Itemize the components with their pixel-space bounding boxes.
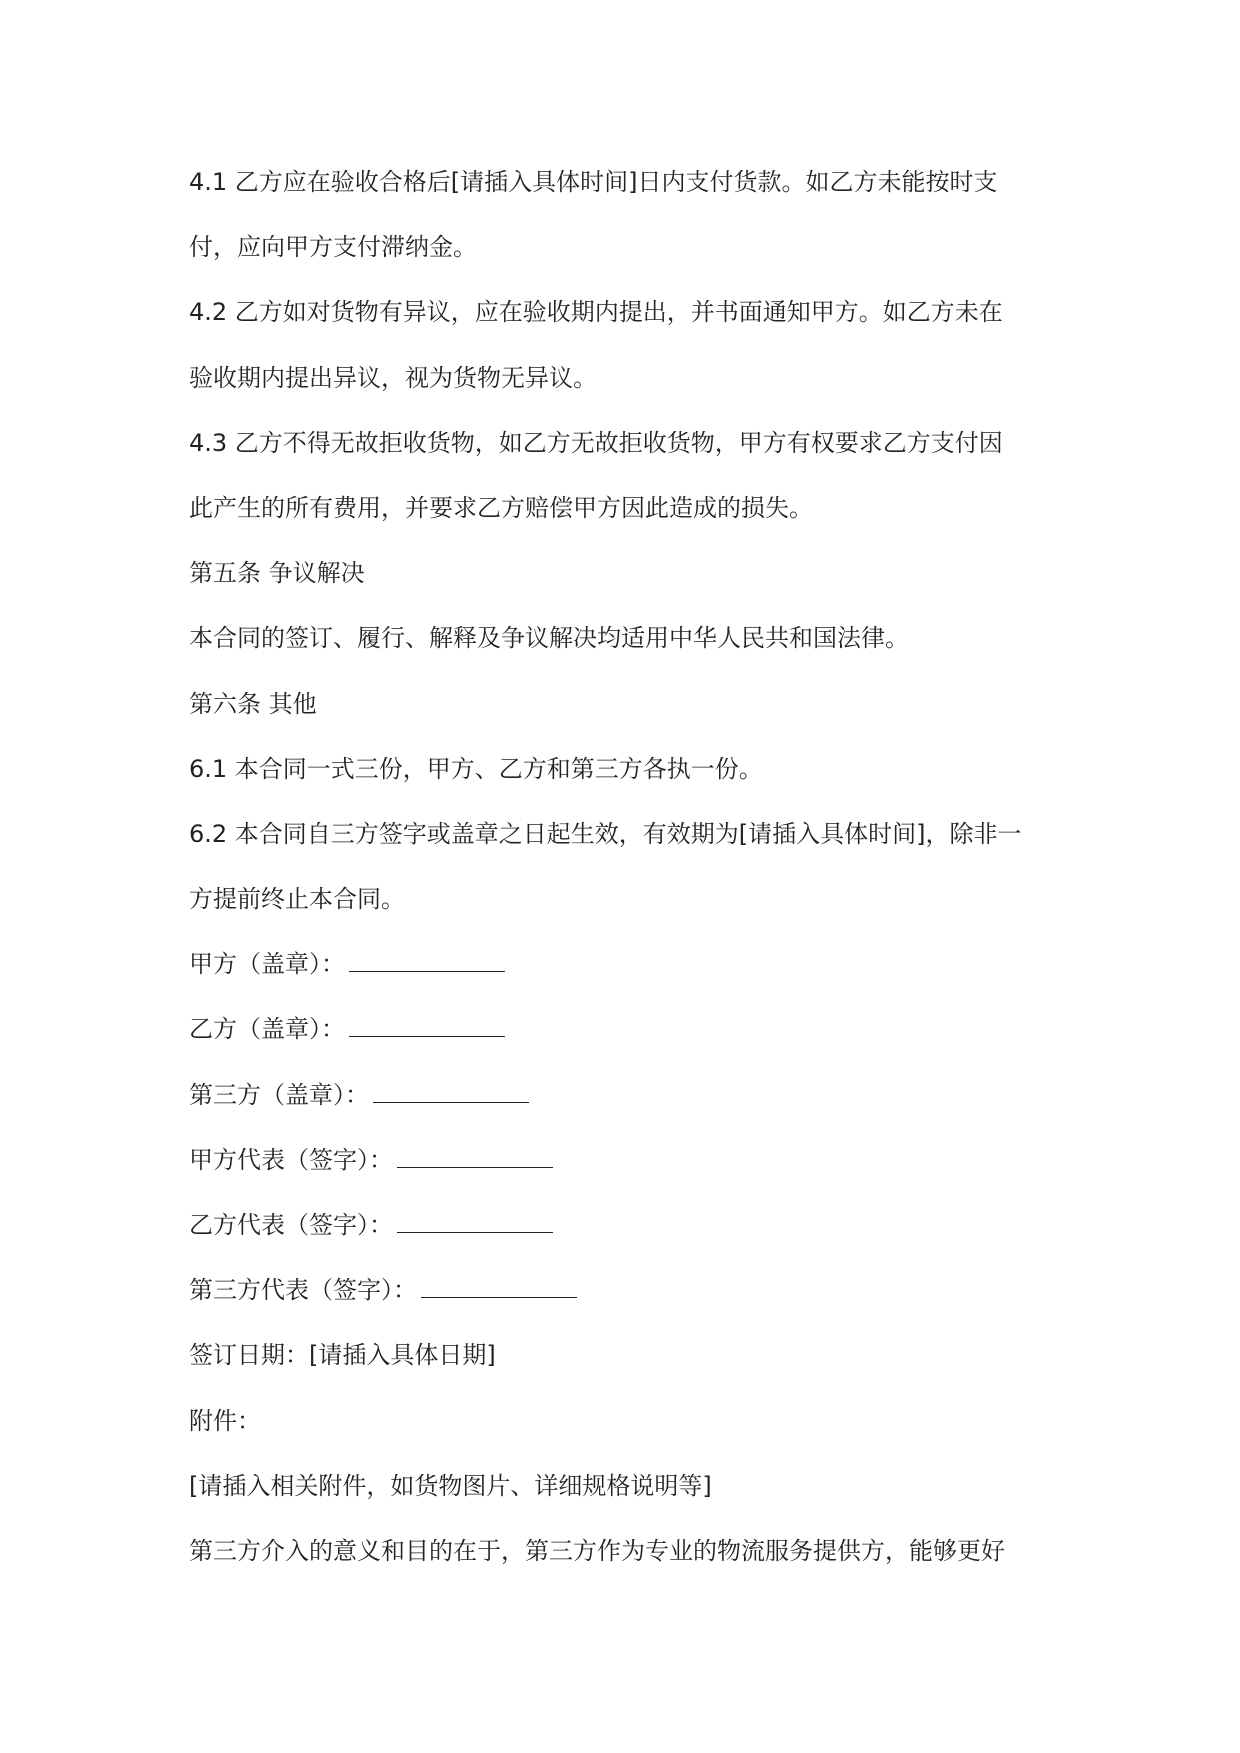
- signature-third-party-representative: [189, 1258, 1069, 1323]
- signature-blank-line[interactable]: [349, 1016, 505, 1037]
- signature-blank-line[interactable]: [373, 1082, 529, 1103]
- signature-label: 甲方代表（签字）：: [189, 1145, 393, 1174]
- article-6-heading: 第六条 其他: [189, 689, 317, 718]
- signature-party-b-seal: [189, 997, 1069, 1062]
- clause-6-2-line-2: 方提前终止本合同。: [189, 885, 405, 914]
- signature-party-b-representative: [189, 1193, 1069, 1258]
- signature-party-a-seal: [189, 932, 1069, 997]
- article-5-heading: 第五条 争议解决: [189, 559, 365, 588]
- signature-blank-line[interactable]: [349, 951, 505, 972]
- signature-label: 乙方（盖章）：: [189, 1015, 345, 1044]
- clause-4-2-line-1: 4.2 乙方如对货物有异议，应在验收期内提出，并书面通知甲方。如乙方未在: [189, 298, 1003, 327]
- closing-paragraph-line: 第三方介入的意义和目的在于，第三方作为专业的物流服务提供方，能够更好: [189, 1536, 1005, 1565]
- attachment-label: 附件：: [189, 1406, 261, 1435]
- signature-label: 甲方（盖章）：: [189, 950, 345, 979]
- clause-4-2-line-2: 验收期内提出异议，视为货物无异议。: [189, 363, 597, 392]
- signature-blank-line[interactable]: [397, 1147, 553, 1168]
- article-5-text: 本合同的签订、履行、解释及争议解决均适用中华人民共和国法律。: [189, 624, 909, 653]
- signing-date: 签订日期：[请插入具体日期]: [189, 1341, 496, 1370]
- attachment-note: [请插入相关附件，如货物图片、详细规格说明等]: [189, 1471, 712, 1500]
- clause-4-3-line-1: 4.3 乙方不得无故拒收货物，如乙方无故拒收货物，甲方有权要求乙方支付因: [189, 428, 1003, 457]
- clause-6-1-text: 6.1 本合同一式三份，甲方、乙方和第三方各执一份。: [189, 754, 763, 783]
- signature-blank-line[interactable]: [421, 1277, 577, 1298]
- signature-party-a-representative: [189, 1128, 1069, 1193]
- signature-blank-line[interactable]: [397, 1212, 553, 1233]
- signature-label: 第三方（盖章）：: [189, 1080, 369, 1109]
- signature-label: 乙方代表（签字）：: [189, 1211, 393, 1239]
- signature-third-party-seal: [189, 1063, 1069, 1128]
- clause-4-3-line-2: 此产生的所有费用，并要求乙方赔偿甲方因此造成的损失。: [189, 493, 813, 522]
- signature-label: 第三方代表（签字）：: [189, 1276, 417, 1305]
- clause-4-1-line-1: 4.1 乙方应在验收合格后[请插入具体时间]日内支付货款。如乙方未能按时支: [189, 168, 998, 196]
- clause-6-2-line-1: 6.2 本合同自三方签字或盖章之日起生效，有效期为[请插入具体时间]，除非一: [189, 819, 1022, 848]
- clause-4-1-line-2: 付，应向甲方支付滞纳金。: [189, 233, 477, 262]
- document-body: [189, 150, 1069, 1584]
